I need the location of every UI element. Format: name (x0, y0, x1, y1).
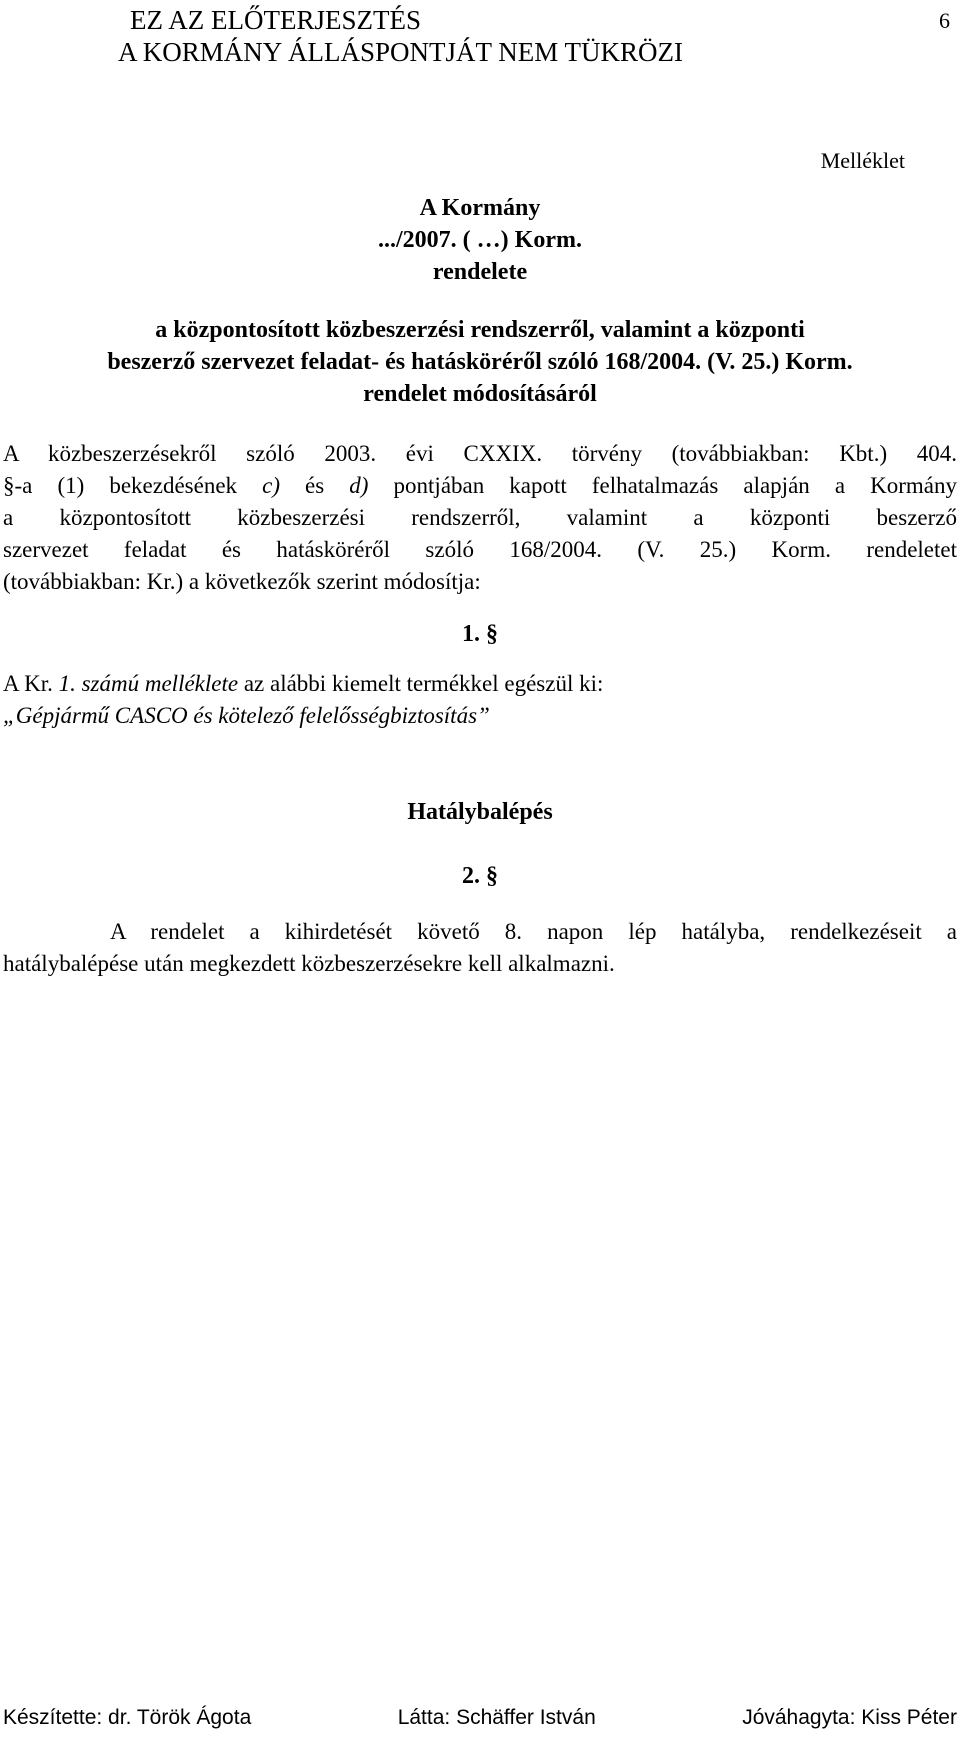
subtitle-line-3: rendelet módosításáról (363, 381, 597, 407)
preamble (3, 438, 957, 598)
page-number: 6 (939, 8, 950, 33)
preamble-text: pontjában kapott felhatalmazás alapján a Kormány (368, 473, 957, 498)
title-decree: rendelete (432, 259, 528, 285)
section-1-text-a: A Kr. (3, 671, 59, 696)
effective-heading: Hatálybalépés (407, 799, 553, 825)
effective-line-2: hatálybalépése után megkezdett közbeszerzésekre kell alkalmazni. (3, 951, 615, 976)
section-1-text (3, 668, 957, 700)
preamble-line-4: szervezet feladat és hatásköréről szóló 168/2004. (V. 25.) Korm. rendeletet (3, 537, 957, 562)
section-1-mark: 1. § (462, 621, 498, 647)
subtitle-line-1: a központosított közbeszerzési rendszerről, valamint a központi (155, 317, 805, 343)
effective-body (3, 916, 957, 980)
subtitle-line-2: beszerző szervezet feladat- és hatásköréről szóló 168/2004. (V. 25.) Korm. (107, 349, 853, 375)
preamble-text: és (279, 473, 350, 498)
section-2-mark: 2. § (462, 863, 498, 889)
point-c: c) (262, 473, 280, 498)
point-d: d) (349, 473, 369, 498)
preamble-line-5: (továbbiakban: Kr.) a következők szerint módosítja: (3, 569, 481, 594)
footer (3, 1706, 957, 1730)
annex-reference: 1. számú melléklete (58, 671, 239, 696)
footer-approved: Jóváhagyta: Kiss Péter (742, 1706, 957, 1729)
preamble-line-2 (3, 470, 957, 502)
annex-label: Melléklet (820, 148, 905, 173)
effective-line-1: A rendelet a kihirdetését követő 8. napon lép hatályba, rendelkezéseit a (110, 919, 957, 944)
footer-prepared: Készítette: dr. Török Ágota (3, 1706, 252, 1729)
footer-seen: Látta: Schäffer István (397, 1706, 596, 1729)
title-government: A Kormány (419, 195, 541, 221)
title-number: .../2007. ( …) Korm. (378, 227, 582, 253)
preamble-text: §-a (1) bekezdésének (3, 473, 263, 498)
product-item: „Gépjármű CASCO és kötelező felelősségbiztosítás” (3, 703, 490, 728)
preamble-line-3: a központosított közbeszerzési rendszerről, valamint a központi beszerző (3, 505, 957, 530)
header-line-2: A KORMÁNY ÁLLÁSPONTJÁT NEM TÜKRÖZI (118, 37, 684, 67)
section-1-body (3, 668, 957, 732)
section-1-text-b: az alábbi kiemelt termékkel egészül ki: (238, 671, 604, 696)
preamble-line-1: A közbeszerzésekről szóló 2003. évi CXXIX. törvény (továbbiakban: Kbt.) 404. (3, 441, 957, 466)
header-line-1: EZ AZ ELŐTERJESZTÉS (130, 5, 421, 35)
